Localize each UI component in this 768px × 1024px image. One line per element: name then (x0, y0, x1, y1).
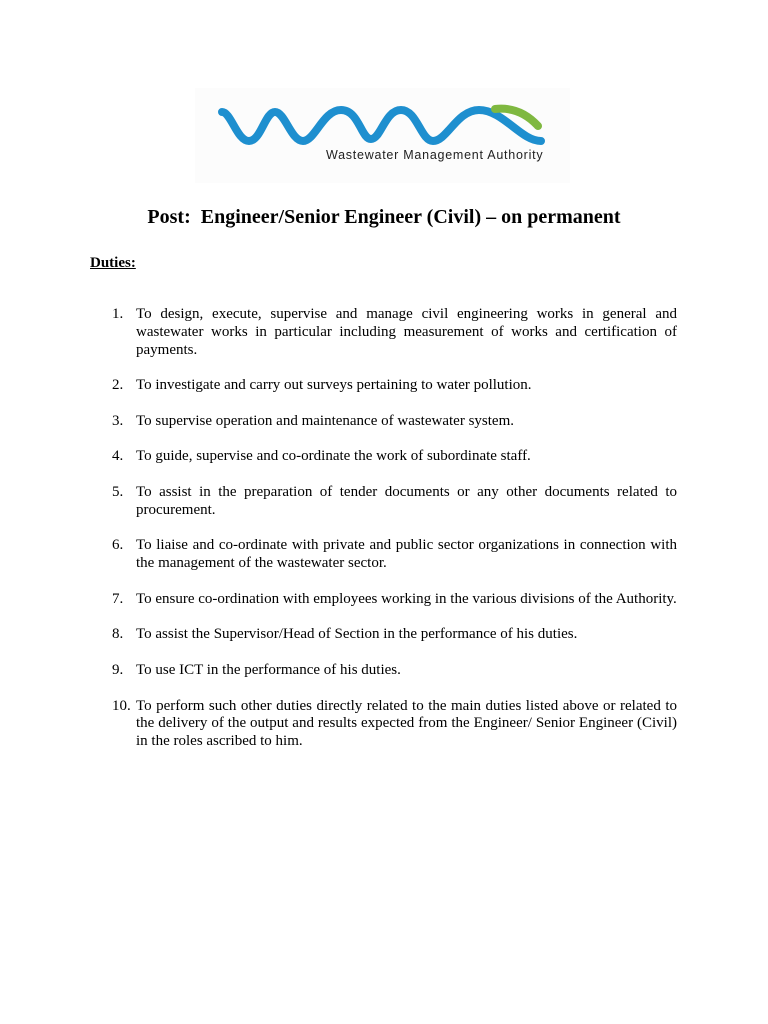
duty-number: 3. (112, 412, 124, 429)
duty-text: To supervise operation and maintenance of wastewater system. (136, 412, 514, 429)
wma-logo (195, 88, 570, 183)
duty-item-6 (112, 537, 677, 573)
duty-number: 4. (112, 448, 124, 465)
duty-text: To perform such other duties directly related to the main duties listed above or related to the delivery of the output and results expected from the Engineer/ Senior Engineer (Civil) in the roles ascribed to him. (136, 697, 677, 750)
duty-number: 8. (112, 626, 124, 643)
duty-item-2 (112, 377, 677, 395)
duty-text: To assist the Supervisor/Head of Section in the performance of his duties. (136, 626, 578, 643)
duty-text: To use ICT in the performance of his duties. (136, 661, 401, 678)
duty-number: 1. (112, 306, 124, 322)
duty-number: 7. (112, 590, 124, 607)
duty-number: 2. (112, 377, 124, 394)
duty-text: To ensure co-ordination with employees working in the various divisions of the Authority. (136, 590, 677, 607)
duty-text: To investigate and carry out surveys pertaining to water pollution. (136, 377, 532, 394)
duty-text: To design, execute, supervise and manage civil engineering works in general and wastewater works in particular including measurement of works and certification of payments. (136, 306, 677, 358)
logo-wave-blue (222, 110, 541, 141)
duty-text: To guide, supervise and co-ordinate the work of subordinate staff. (136, 448, 531, 465)
logo-organization-name: Wastewater Management Authority (326, 148, 544, 162)
duty-item-10 (112, 698, 677, 751)
duty-item-8 (112, 626, 677, 644)
duty-number: 10. (112, 697, 131, 714)
duty-number: 6. (112, 537, 124, 554)
page-title: Post: Engineer/Senior Engineer (Civil) – on permanent (147, 206, 621, 228)
duty-number: 9. (112, 661, 124, 678)
duties-list (112, 306, 677, 769)
duties-heading: Duties: (90, 255, 136, 271)
duty-item-5 (112, 484, 677, 520)
duty-item-1 (112, 306, 677, 359)
duty-item-9 (112, 662, 677, 680)
duty-number: 5. (112, 483, 124, 500)
duty-item-7 (112, 591, 677, 609)
duty-text: To liaise and co-ordinate with private and public sector organizations in connection with the management of the wastewater sector. (136, 537, 677, 572)
duty-text: To assist in the preparation of tender documents or any other documents related to procurement. (136, 483, 677, 518)
duty-item-4 (112, 448, 677, 466)
duty-item-3 (112, 413, 677, 431)
